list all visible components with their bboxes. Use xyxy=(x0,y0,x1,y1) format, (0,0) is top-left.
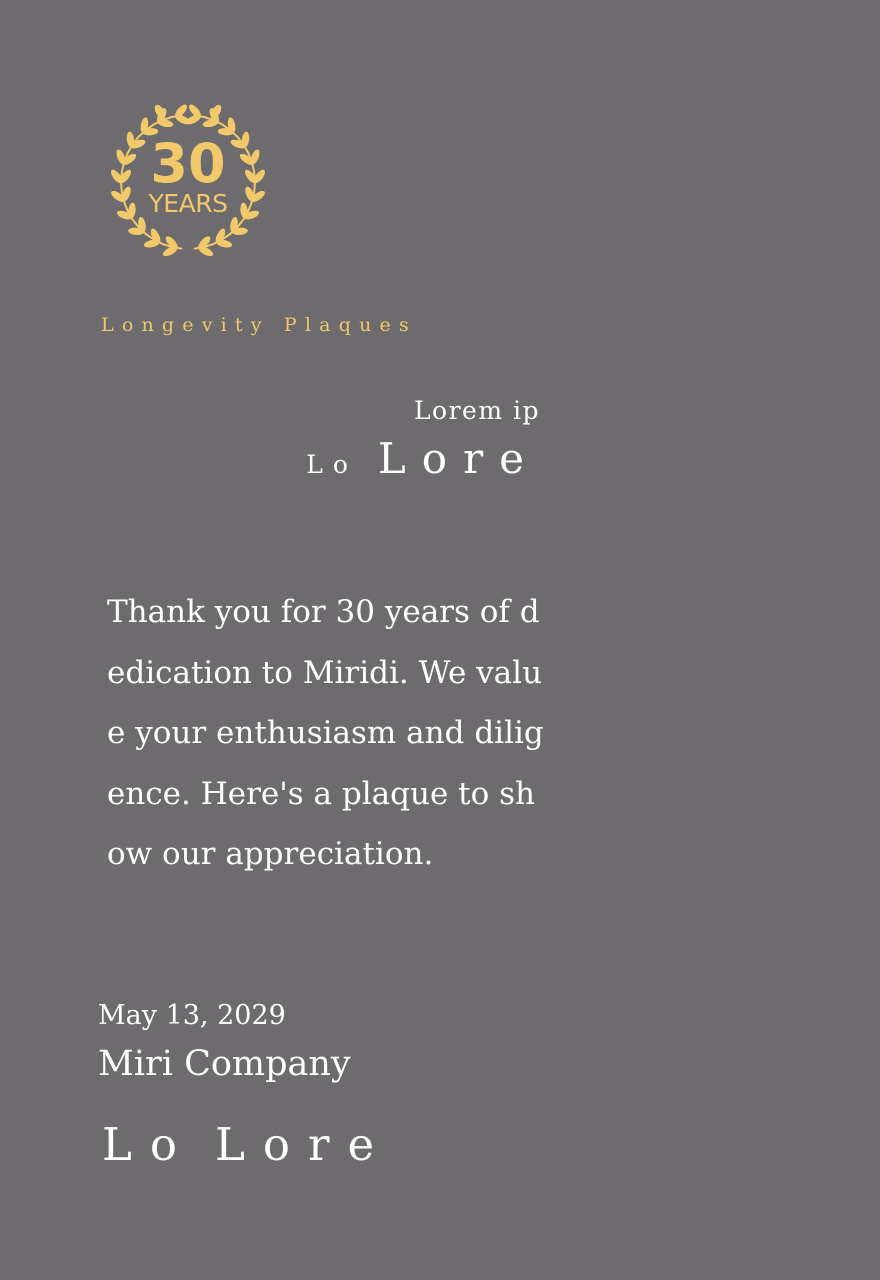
header-line-2 xyxy=(306,434,540,483)
header-line-2-small: Lo xyxy=(306,450,358,479)
signature xyxy=(102,1118,392,1171)
award-date: May 13, 2029 xyxy=(98,1000,286,1031)
emblem-number: 30 xyxy=(150,132,226,195)
laurel-wreath-emblem xyxy=(98,100,278,270)
signature-first: Lo xyxy=(102,1118,195,1171)
header-line-2-large: Lore xyxy=(377,434,540,483)
signature-last: Lore xyxy=(214,1118,393,1171)
company-name: Miri Company xyxy=(98,1044,351,1084)
emblem-word: YEARS xyxy=(148,189,228,218)
brand-name: Longevity Plaques xyxy=(101,314,417,336)
header-line-1: Lorem ip xyxy=(413,396,540,425)
appreciation-message: Thank you for 30 years of dedication to Miridi. We value your enthusiasm and diligence. Here's a plaque to show our appreciation. xyxy=(107,594,544,872)
